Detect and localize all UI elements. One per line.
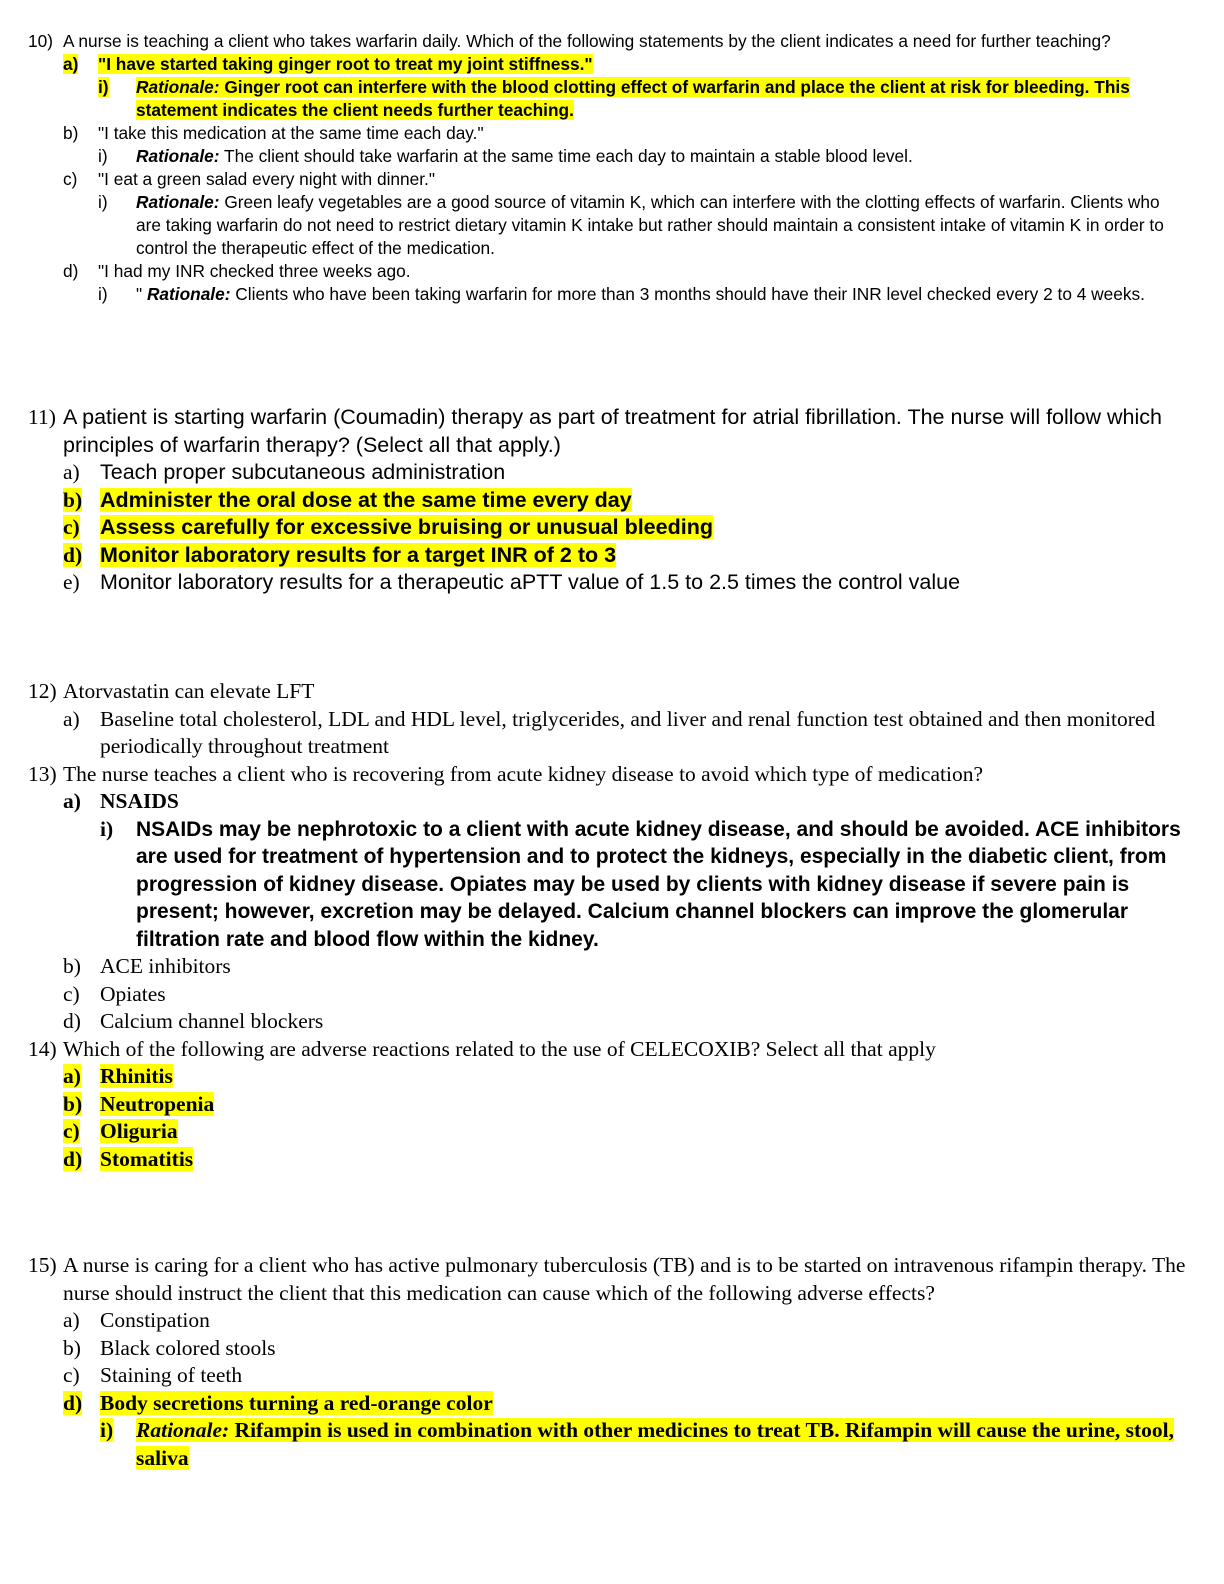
option-a-answer: "I have started taking ginger root to treat my joint stiffness.": [98, 54, 593, 74]
question-number: 13): [28, 761, 57, 786]
option-letter: d): [63, 1390, 83, 1415]
rationale-label: Rationale:: [136, 77, 220, 97]
option-letter: a): [63, 54, 79, 74]
question-stem: The nurse teaches a client who is recovering from acute kidney disease to avoid which type of medication?: [63, 761, 983, 786]
option-letter: e): [63, 570, 80, 594]
option-letter: b): [63, 487, 83, 512]
option-c: Staining of teeth: [100, 1363, 243, 1387]
rationale-number: i): [100, 816, 114, 841]
option-letter: a): [63, 706, 80, 731]
rationale-label: Rationale:: [136, 192, 220, 212]
option-c: "I eat a green salad every night with dinner.": [98, 169, 435, 189]
option-letter: b): [63, 1091, 83, 1116]
option-b: "I take this medication at the same time each day.": [98, 123, 484, 143]
option-d-answer: Monitor laboratory results for a target INR of 2 to 3: [100, 542, 617, 567]
question-stem: Which of the following are adverse reactions related to the use of CELECOXIB? Select all that apply: [63, 1036, 936, 1061]
option-e: Monitor laboratory results for a therapeutic aPTT value of 1.5 to 2.5 times the control value: [100, 570, 961, 594]
option-letter: b): [63, 123, 79, 143]
question-11: [28, 404, 1188, 597]
option-letter: a): [63, 1308, 80, 1332]
option-a: Baseline total cholesterol, LDL and HDL level, triglycerides, and liver and renal function test obtained and then monitored periodically throughout treatment: [100, 706, 1156, 758]
rationale-text: Ginger root can interfere with the blood clotting effect of warfarin and place the client at risk for bleeding. This statement indicates the client needs further teaching.: [136, 77, 1130, 120]
option-b-answer: Neutropenia: [100, 1091, 215, 1116]
question-number: 10): [28, 31, 53, 51]
question-number: 12): [28, 679, 57, 703]
option-c: Opiates: [100, 981, 166, 1006]
option-c-answer: Assess carefully for excessive bruising or unusual bleeding: [100, 515, 713, 539]
option-d-answer: Stomatitis: [100, 1146, 194, 1171]
question-stem: A patient is starting warfarin (Coumadin) therapy as part of treatment for atrial fibrillation. The nurse will follow which principles of warfarin therapy? (Select all that apply.): [63, 405, 1162, 457]
option-letter: d): [63, 542, 83, 567]
option-letter: c): [63, 515, 80, 539]
rationale-label: Rationale:: [136, 1418, 230, 1442]
option-letter: a): [63, 789, 81, 813]
rationale-label: Rationale:: [146, 284, 231, 304]
rationale-number: i): [98, 146, 108, 166]
option-b: Black colored stools: [100, 1335, 276, 1360]
question-stem: A nurse is caring for a client who has active pulmonary tuberculosis (TB) and is to be started on intravenous rifampin therapy. The nurse should instruct the client that this medication can cause which of the following adverse effects?: [63, 1253, 1186, 1305]
rationale-text: The client should take warfarin at the same time each day to maintain a stable blood level.: [219, 146, 913, 166]
rationale-prefix: ": [136, 284, 147, 304]
rationale-number: i): [98, 192, 108, 212]
option-d: Calcium channel blockers: [100, 1009, 324, 1033]
option-b: ACE inhibitors: [100, 954, 231, 978]
option-a-answer: Rhinitis: [100, 1064, 173, 1088]
option-a: Constipation: [100, 1308, 210, 1332]
option-letter: c): [63, 1363, 80, 1387]
question-stem: Atorvastatin can elevate LFT: [63, 679, 315, 703]
question-15: [28, 1252, 1188, 1472]
option-d-answer: Body secretions turning a red-orange color: [100, 1390, 493, 1415]
question-number: 11): [28, 405, 56, 429]
option-letter: a): [63, 460, 80, 484]
option-letter: a): [63, 1064, 81, 1088]
rationale-number: i): [98, 77, 109, 97]
option-letter: d): [63, 261, 79, 281]
rationale-text: Green leafy vegetables are a good source of vitamin K, which can interfere with the clotting effects of warfarin. Clients who are taking warfarin do not need to restrict dietary vitamin K intake but rather should maintain a consistent intake of vitamin K in order to control the therapeutic effect of the medication.: [136, 192, 1164, 258]
questions-12-14: [28, 678, 1188, 1173]
option-a: Teach proper subcutaneous administration: [100, 460, 506, 484]
option-letter: c): [63, 169, 78, 189]
option-letter: b): [63, 954, 81, 978]
rationale-number: i): [100, 1418, 114, 1442]
option-letter: d): [63, 1009, 81, 1033]
rationale-number: i): [98, 284, 108, 304]
option-a-answer: NSAIDS: [100, 789, 179, 813]
question-stem: A nurse is teaching a client who takes warfarin daily. Which of the following statements by the client indicates a need for further teaching?: [63, 31, 1111, 51]
rationale-text: Rifampin is used in combination with other medicines to treat TB. Rifampin will cause the urine, stool, saliva: [136, 1418, 1175, 1470]
option-c-answer: Oliguria: [100, 1119, 178, 1143]
rationale-text: NSAIDs may be nephrotoxic to a client with acute kidney disease, and should be avoided. ACE inhibitors are used for treatment of hypertension and to protect the kidneys, especially in the diabetic client, from progression of kidney disease. Opiates may be used by clients with kidney disease if severe pain is present; however, excretion may be delayed. Calcium channel blockers can improve the glomerular filtration rate and blood flow within the kidney.: [136, 817, 1181, 951]
option-letter: d): [63, 1146, 83, 1171]
option-b-answer: Administer the oral dose at the same time every day: [100, 487, 632, 512]
option-letter: b): [63, 1335, 81, 1360]
option-letter: c): [63, 1119, 80, 1143]
question-number: 14): [28, 1036, 57, 1061]
option-letter: c): [63, 981, 80, 1006]
question-number: 15): [28, 1253, 57, 1277]
option-d: "I had my INR checked three weeks ago.: [98, 261, 411, 281]
rationale-text: Clients who have been taking warfarin for more than 3 months should have their INR level checked every 2 to 4 weeks.: [230, 284, 1145, 304]
question-10: [28, 30, 1188, 306]
rationale-label: Rationale:: [136, 146, 220, 166]
